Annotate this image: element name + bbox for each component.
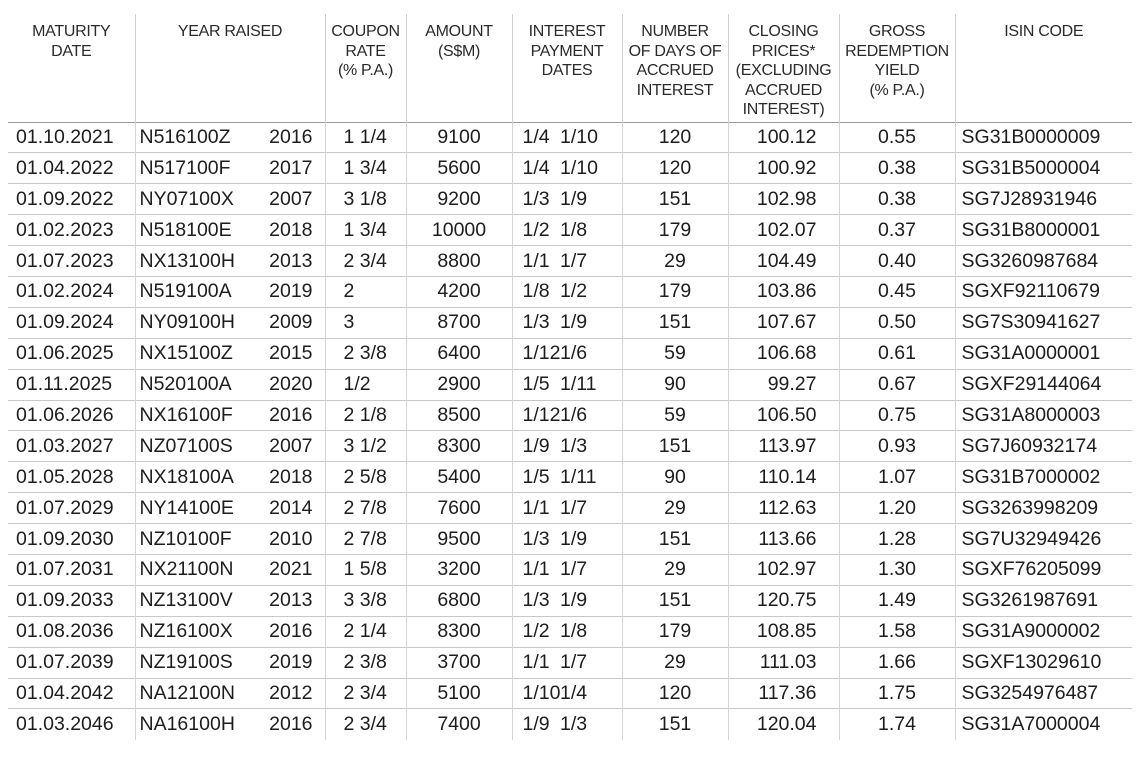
interest-date-2-cell: 1/11 [560,369,622,400]
isin-code-cell: SG31B0000009 [955,122,1132,153]
table-row [8,338,1132,369]
table-row [8,616,1132,647]
table-row [8,122,1132,153]
yield-cell: 0.75 [839,400,955,431]
interest-date-1-cell: 1/9 [512,709,560,740]
table-row [8,709,1132,740]
coupon-rate-cell: 3 1/2 [325,431,406,462]
header-closing-prices: CLOSING PRICES* (EXCLUDING ACCRUED INTEREST) [728,14,839,122]
interest-date-2-cell: 1/9 [560,524,622,555]
interest-date-2-cell: 1/9 [560,307,622,338]
amount-cell: 2900 [406,369,512,400]
isin-code-cell: SGXF29144064 [955,369,1132,400]
interest-date-1-cell: 1/1 [512,246,560,277]
closing-price-cell: 120.04 [728,709,839,740]
amount-cell: 6400 [406,338,512,369]
bond-code-cell: NY07100X [135,184,253,215]
isin-code-cell: SG7J28931946 [955,184,1132,215]
bond-code-cell: NX16100F [135,400,253,431]
table-row [8,647,1132,678]
accrued-days-cell: 29 [622,647,728,678]
yield-cell: 0.37 [839,215,955,246]
table-row [8,276,1132,307]
interest-date-1-cell: 1/2 [512,616,560,647]
isin-code-cell: SG31A8000003 [955,400,1132,431]
interest-date-2-cell: 1/4 [560,678,622,709]
table-row [8,431,1132,462]
isin-code-cell: SG7J60932174 [955,431,1132,462]
year-raised-cell: 2016 [253,709,325,740]
accrued-days-cell: 151 [622,524,728,555]
coupon-rate-cell: 1 5/8 [325,554,406,585]
coupon-rate-cell: 1 1/4 [325,122,406,153]
accrued-days-cell: 151 [622,184,728,215]
coupon-rate-cell: 2 7/8 [325,493,406,524]
amount-cell: 7600 [406,493,512,524]
yield-cell: 0.55 [839,122,955,153]
closing-price-cell: 100.92 [728,153,839,184]
accrued-days-cell: 29 [622,246,728,277]
year-raised-cell: 2020 [253,369,325,400]
coupon-rate-cell: 1/2 [325,369,406,400]
interest-date-2-cell: 1/7 [560,554,622,585]
bond-code-cell: NA16100H [135,709,253,740]
header-maturity-date: MATURITY DATE [32,23,111,60]
header-amount: AMOUNT (S$M) [406,14,512,122]
interest-date-1-cell: 1/4 [512,122,560,153]
interest-date-2-cell: 1/7 [560,246,622,277]
coupon-rate-cell: 2 3/4 [325,709,406,740]
accrued-days-cell: 179 [622,276,728,307]
maturity-date-cell: 01.06.2026 [8,400,135,431]
interest-date-1-cell: 1/12 [512,338,560,369]
coupon-rate-cell: 3 1/8 [325,184,406,215]
closing-price-cell: 102.98 [728,184,839,215]
closing-price-cell: 102.97 [728,554,839,585]
maturity-date-cell: 01.03.2046 [8,709,135,740]
interest-date-1-cell: 1/3 [512,524,560,555]
bond-code-cell: NY09100H [135,307,253,338]
table-row [8,184,1132,215]
year-raised-cell: 2014 [253,493,325,524]
interest-date-1-cell: 1/9 [512,431,560,462]
year-raised-cell: 2013 [253,246,325,277]
closing-price-cell: 106.68 [728,338,839,369]
yield-cell: 1.49 [839,585,955,616]
interest-date-2-cell: 1/10 [560,122,622,153]
accrued-days-cell: 120 [622,153,728,184]
interest-date-1-cell: 1/10 [512,678,560,709]
interest-date-1-cell: 1/12 [512,400,560,431]
interest-date-1-cell: 1/2 [512,215,560,246]
year-raised-cell: 2007 [253,184,325,215]
closing-price-cell: 113.97 [728,431,839,462]
header-gross-redemption-yield: GROSS REDEMPTION YIELD (% P.A.) [839,14,955,122]
maturity-date-cell: 01.07.2023 [8,246,135,277]
interest-date-2-cell: 1/8 [560,215,622,246]
amount-cell: 9500 [406,524,512,555]
maturity-date-cell: 01.07.2029 [8,493,135,524]
year-raised-cell: 2019 [253,647,325,678]
maturity-date-cell: 01.02.2024 [8,276,135,307]
table-row [8,585,1132,616]
closing-price-cell: 108.85 [728,616,839,647]
interest-date-1-cell: 1/3 [512,585,560,616]
isin-code-cell: SG31B8000001 [955,215,1132,246]
yield-cell: 0.38 [839,184,955,215]
coupon-rate-cell: 2 1/4 [325,616,406,647]
amount-cell: 3700 [406,647,512,678]
year-raised-cell: 2021 [253,554,325,585]
interest-date-2-cell: 1/3 [560,431,622,462]
interest-date-2-cell: 1/9 [560,184,622,215]
yield-cell: 0.40 [839,246,955,277]
maturity-date-cell: 01.05.2028 [8,462,135,493]
year-raised-cell: 2016 [253,122,325,153]
year-raised-cell: 2017 [253,153,325,184]
table-row [8,246,1132,277]
coupon-rate-cell: 2 3/4 [325,246,406,277]
bond-code-cell: NZ10100F [135,524,253,555]
maturity-date-cell: 01.04.2022 [8,153,135,184]
closing-price-cell: 111.03 [728,647,839,678]
amount-cell: 8300 [406,616,512,647]
interest-date-2-cell: 1/7 [560,647,622,678]
yield-cell: 0.61 [839,338,955,369]
amount-cell: 6800 [406,585,512,616]
isin-code-cell: SG3261987691 [955,585,1132,616]
accrued-days-cell: 90 [622,369,728,400]
accrued-days-cell: 179 [622,215,728,246]
amount-cell: 5400 [406,462,512,493]
amount-cell: 9100 [406,122,512,153]
isin-code-cell: SGXF13029610 [955,647,1132,678]
coupon-rate-cell: 1 3/4 [325,153,406,184]
amount-cell: 8300 [406,431,512,462]
maturity-date-cell: 01.06.2025 [8,338,135,369]
table-row [8,153,1132,184]
table-row [8,493,1132,524]
bond-code-cell: NZ19100S [135,647,253,678]
year-raised-cell: 2009 [253,307,325,338]
interest-date-2-cell: 1/6 [560,400,622,431]
bond-code-cell: NX13100H [135,246,253,277]
amount-cell: 5100 [406,678,512,709]
table-row [8,215,1132,246]
bond-code-cell: NX21100N [135,554,253,585]
closing-price-cell: 100.12 [728,122,839,153]
accrued-days-cell: 29 [622,554,728,585]
interest-date-1-cell: 1/1 [512,647,560,678]
table-row [8,524,1132,555]
maturity-date-cell: 01.10.2021 [8,122,135,153]
interest-date-1-cell: 1/3 [512,184,560,215]
interest-date-1-cell: 1/5 [512,462,560,493]
yield-cell: 0.50 [839,307,955,338]
interest-date-2-cell: 1/11 [560,462,622,493]
table-row [8,307,1132,338]
closing-price-cell: 102.07 [728,215,839,246]
coupon-rate-cell: 2 5/8 [325,462,406,493]
accrued-days-cell: 120 [622,122,728,153]
yield-cell: 0.45 [839,276,955,307]
year-raised-cell: 2007 [253,431,325,462]
isin-code-cell: SG7S30941627 [955,307,1132,338]
accrued-days-cell: 151 [622,585,728,616]
coupon-rate-cell: 2 7/8 [325,524,406,555]
maturity-date-cell: 01.09.2030 [8,524,135,555]
amount-cell: 4200 [406,276,512,307]
closing-price-cell: 113.66 [728,524,839,555]
closing-price-cell: 104.49 [728,246,839,277]
header-row [8,14,1132,122]
header-coupon-rate: COUPON RATE (% P.A.) [325,14,406,122]
isin-code-cell: SG31A0000001 [955,338,1132,369]
bond-code-cell: NX15100Z [135,338,253,369]
interest-date-1-cell: 1/8 [512,276,560,307]
bond-code-cell: N518100E [135,215,253,246]
isin-code-cell: SG31A9000002 [955,616,1132,647]
accrued-days-cell: 151 [622,709,728,740]
maturity-date-cell: 01.09.2033 [8,585,135,616]
bond-code-cell: NY14100E [135,493,253,524]
bond-code-cell: N519100A [135,276,253,307]
accrued-days-cell: 179 [622,616,728,647]
coupon-rate-cell: 2 3/8 [325,338,406,369]
coupon-rate-cell: 3 [325,307,406,338]
maturity-date-cell: 01.04.2042 [8,678,135,709]
isin-code-cell: SGXF76205099 [955,554,1132,585]
interest-date-1-cell: 1/1 [512,554,560,585]
interest-date-2-cell: 1/2 [560,276,622,307]
header-accrued-days: NUMBER OF DAYS OF ACCRUED INTEREST [622,14,728,122]
bond-rows [8,122,1132,740]
yield-cell: 1.75 [839,678,955,709]
maturity-date-cell: 01.02.2023 [8,215,135,246]
closing-price-cell: 103.86 [728,276,839,307]
year-raised-cell: 2018 [253,215,325,246]
interest-date-2-cell: 1/7 [560,493,622,524]
interest-date-1-cell: 1/1 [512,493,560,524]
bond-code-cell: NZ07100S [135,431,253,462]
coupon-rate-cell: 1 3/4 [325,215,406,246]
coupon-rate-cell: 2 3/8 [325,647,406,678]
yield-cell: 0.67 [839,369,955,400]
closing-price-cell: 99.27 [728,369,839,400]
amount-cell: 8700 [406,307,512,338]
header-interest-payment-dates: INTEREST PAYMENT DATES [512,14,622,122]
accrued-days-cell: 151 [622,307,728,338]
yield-cell: 1.74 [839,709,955,740]
year-raised-cell: 2013 [253,585,325,616]
isin-code-cell: SG3254976487 [955,678,1132,709]
bond-code-cell: N516100Z [135,122,253,153]
isin-code-cell: SG7U32949426 [955,524,1132,555]
bond-code-cell: NZ13100V [135,585,253,616]
interest-date-2-cell: 1/9 [560,585,622,616]
accrued-days-cell: 90 [622,462,728,493]
amount-cell: 3200 [406,554,512,585]
isin-code-cell: SGXF92110679 [955,276,1132,307]
isin-code-cell: SG31B5000004 [955,153,1132,184]
interest-date-1-cell: 1/3 [512,307,560,338]
accrued-days-cell: 59 [622,338,728,369]
table-row [8,400,1132,431]
accrued-days-cell: 29 [622,493,728,524]
year-raised-cell: 2016 [253,616,325,647]
interest-date-2-cell: 1/6 [560,338,622,369]
interest-date-2-cell: 1/3 [560,709,622,740]
closing-price-cell: 107.67 [728,307,839,338]
maturity-date-cell: 01.09.2024 [8,307,135,338]
interest-date-1-cell: 1/5 [512,369,560,400]
closing-price-cell: 117.36 [728,678,839,709]
interest-date-2-cell: 1/8 [560,616,622,647]
bond-code-cell: N517100F [135,153,253,184]
maturity-date-cell: 01.07.2031 [8,554,135,585]
closing-price-cell: 106.50 [728,400,839,431]
yield-cell: 0.93 [839,431,955,462]
coupon-rate-cell: 3 3/8 [325,585,406,616]
closing-price-cell: 112.63 [728,493,839,524]
year-raised-cell: 2010 [253,524,325,555]
yield-cell: 1.20 [839,493,955,524]
isin-code-cell: SG3263998209 [955,493,1132,524]
yield-cell: 1.66 [839,647,955,678]
closing-price-cell: 120.75 [728,585,839,616]
bond-code-cell: N520100A [135,369,253,400]
yield-cell: 1.30 [839,554,955,585]
coupon-rate-cell: 2 3/4 [325,678,406,709]
amount-cell: 8800 [406,246,512,277]
yield-cell: 1.07 [839,462,955,493]
closing-price-cell: 110.14 [728,462,839,493]
yield-cell: 1.28 [839,524,955,555]
interest-date-1-cell: 1/4 [512,153,560,184]
year-raised-cell: 2012 [253,678,325,709]
amount-cell: 5600 [406,153,512,184]
table-row [8,678,1132,709]
accrued-days-cell: 151 [622,431,728,462]
bond-code-cell: NX18100A [135,462,253,493]
accrued-days-cell: 120 [622,678,728,709]
table-row [8,462,1132,493]
coupon-rate-cell: 2 1/8 [325,400,406,431]
header-isin-code: ISIN CODE [955,14,1132,122]
year-raised-cell: 2015 [253,338,325,369]
bond-code-cell: NA12100N [135,678,253,709]
bond-prices-table [8,14,1132,740]
year-raised-cell: 2018 [253,462,325,493]
amount-cell: 10000 [406,215,512,246]
maturity-date-cell: 01.03.2027 [8,431,135,462]
isin-code-cell: SG31A7000004 [955,709,1132,740]
maturity-date-cell: 01.11.2025 [8,369,135,400]
coupon-rate-cell: 2 [325,276,406,307]
year-raised-cell: 2016 [253,400,325,431]
header-year-raised: YEAR RAISED [135,14,325,122]
accrued-days-cell: 59 [622,400,728,431]
interest-date-2-cell: 1/10 [560,153,622,184]
isin-code-cell: SG31B7000002 [955,462,1132,493]
maturity-date-cell: 01.09.2022 [8,184,135,215]
yield-cell: 0.38 [839,153,955,184]
amount-cell: 8500 [406,400,512,431]
maturity-date-cell: 01.08.2036 [8,616,135,647]
amount-cell: 9200 [406,184,512,215]
year-raised-cell: 2019 [253,276,325,307]
maturity-date-cell: 01.07.2039 [8,647,135,678]
table-row [8,554,1132,585]
table-row [8,369,1132,400]
amount-cell: 7400 [406,709,512,740]
bond-code-cell: NZ16100X [135,616,253,647]
yield-cell: 1.58 [839,616,955,647]
isin-code-cell: SG3260987684 [955,246,1132,277]
